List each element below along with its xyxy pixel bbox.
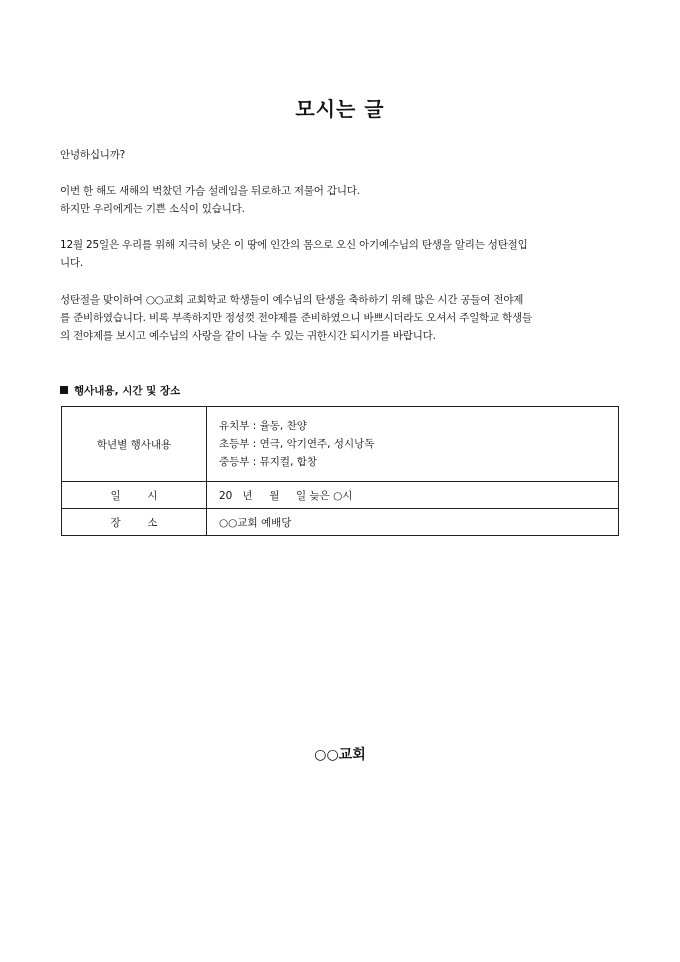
table-value-program xyxy=(207,407,619,482)
program-item: 유치부 : 율동, 찬양 xyxy=(219,420,307,432)
table-label-program: 학년별 행사내용 xyxy=(62,407,207,482)
table-row xyxy=(62,407,619,482)
table-row xyxy=(62,509,619,536)
paragraph-3 xyxy=(60,291,620,345)
event-info-table xyxy=(61,406,619,536)
section-heading xyxy=(60,383,180,398)
program-list xyxy=(207,417,618,471)
greeting xyxy=(60,146,620,164)
greeting-text: 안녕하십니까? xyxy=(60,149,126,161)
table-row xyxy=(62,482,619,509)
table-value-datetime: 20 년 월 일 늦은 ○시 xyxy=(207,482,619,509)
page-title: 모시는 글 xyxy=(295,97,385,121)
table-label-datetime: 일 시 xyxy=(62,482,207,509)
paragraph-2-line-2: 니다. xyxy=(60,257,84,269)
square-bullet-icon xyxy=(60,386,68,394)
paragraph-1-line-1: 이번 한 해도 새해의 벅찼던 가슴 설레임을 뒤로하고 저물어 갑니다. xyxy=(60,185,360,197)
table-value-place: ○○교회 예배당 xyxy=(207,509,619,536)
paragraph-2 xyxy=(60,236,620,272)
program-item: 중등부 : 뮤지컬, 합창 xyxy=(219,456,318,468)
paragraph-3-line-1: 성탄절을 맞이하여 ○○교회 교회학교 학생들이 예수님의 탄생을 축하하기 위해 많은 시간 공들여 전야제 xyxy=(60,294,524,306)
paragraph-2-line-1: 12월 25일은 우리를 위해 지극히 낮은 이 땅에 인간의 몸으로 오신 아기예수님의 탄생을 알리는 성탄절입 xyxy=(60,239,528,251)
paragraph-1-line-2: 하지만 우리에게는 기쁜 소식이 있습니다. xyxy=(60,203,245,215)
section-heading-text: 행사내용, 시간 및 장소 xyxy=(74,385,181,397)
church-signature: ○○교회 xyxy=(314,747,366,763)
program-item: 초등부 : 연극, 악기연주, 성시낭독 xyxy=(219,438,375,450)
paragraph-1 xyxy=(60,182,620,218)
table-label-place: 장 소 xyxy=(62,509,207,536)
paragraph-3-line-3: 의 전야제를 보시고 예수님의 사랑을 같이 나눌 수 있는 귀한시간 되시기를 바랍니다. xyxy=(60,330,436,342)
paragraph-3-line-2: 를 준비하였습니다. 비록 부족하지만 정성껏 전야제를 준비하였으니 바쁘시더라도 오셔서 주일학교 학생들 xyxy=(60,312,533,324)
